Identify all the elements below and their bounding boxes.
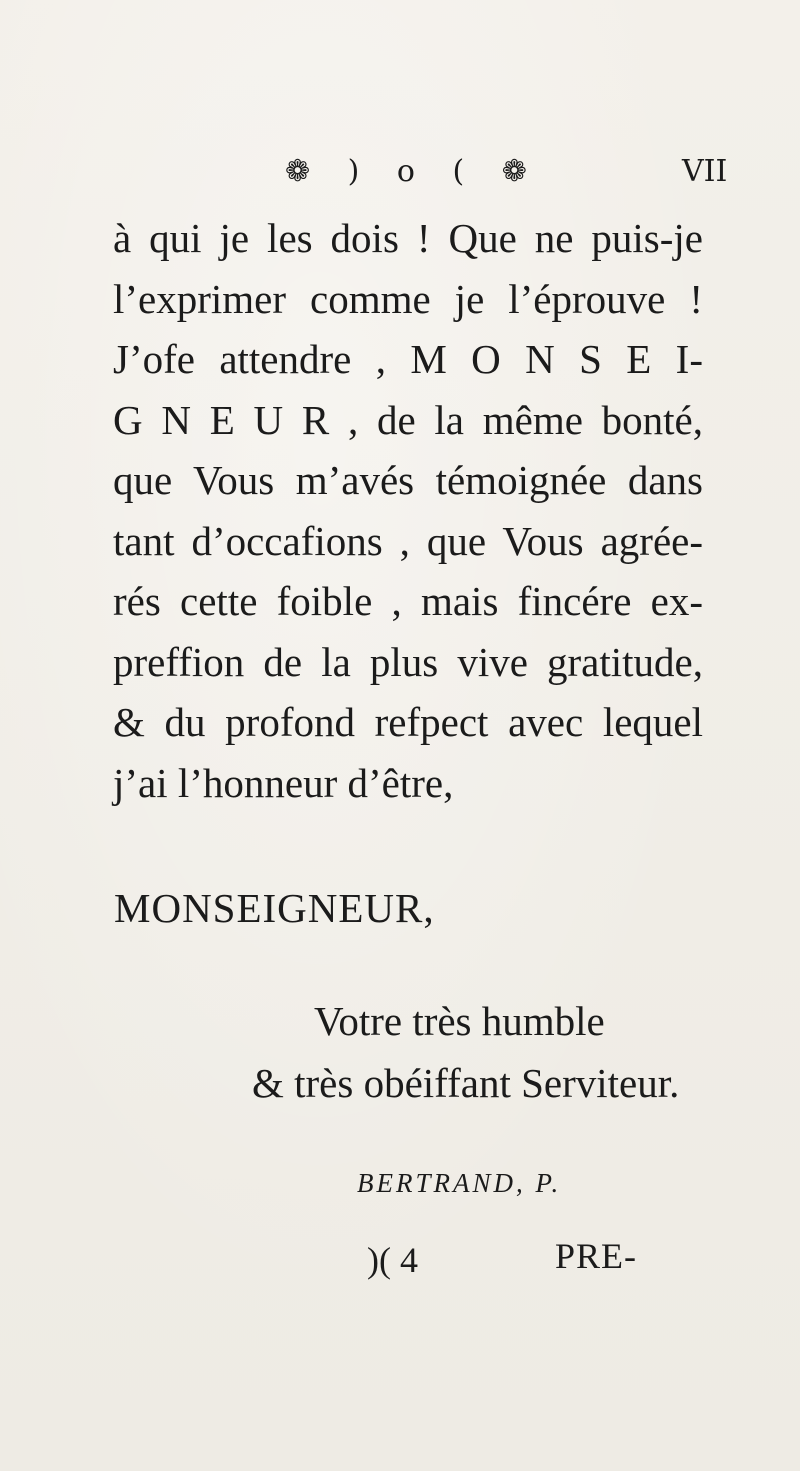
closing-line: & très obéiffant Serviteur. [252,1060,680,1106]
header-ornament: ❁ ) o ( ❁ [285,154,541,189]
body-text [113,208,703,813]
page-number: VII [682,154,728,189]
salutation: MONSEIGNEUR, [114,885,435,931]
text-line: J’ofe attendre , M O N S E I- [113,336,703,382]
text-line: rés cette foible , mais fincére ex- [113,578,703,624]
text-line: & du profond refpect avec lequel [113,699,703,745]
signature: BERTRAND, P. [357,1168,562,1198]
closing-line: Votre très humble [314,998,605,1044]
text-line: preffion de la plus vive gratitude, [113,638,703,685]
text-line: tant d’occafions , que Vous agrée- [113,517,703,564]
running-head [0,152,800,192]
text-line: l’exprimer comme je l’éprouve ! [113,275,703,322]
text-line: que Vous m’avés témoignée dans [113,457,703,503]
signature-mark: )( 4 [367,1240,418,1280]
catchword: PRE- [555,1236,638,1276]
text-line: G N E U R , de la même bonté, [113,396,703,443]
text-line: à qui je les dois ! Que ne puis-je [113,215,703,261]
text-line: j’ai l’honneur d’être, [113,759,454,806]
